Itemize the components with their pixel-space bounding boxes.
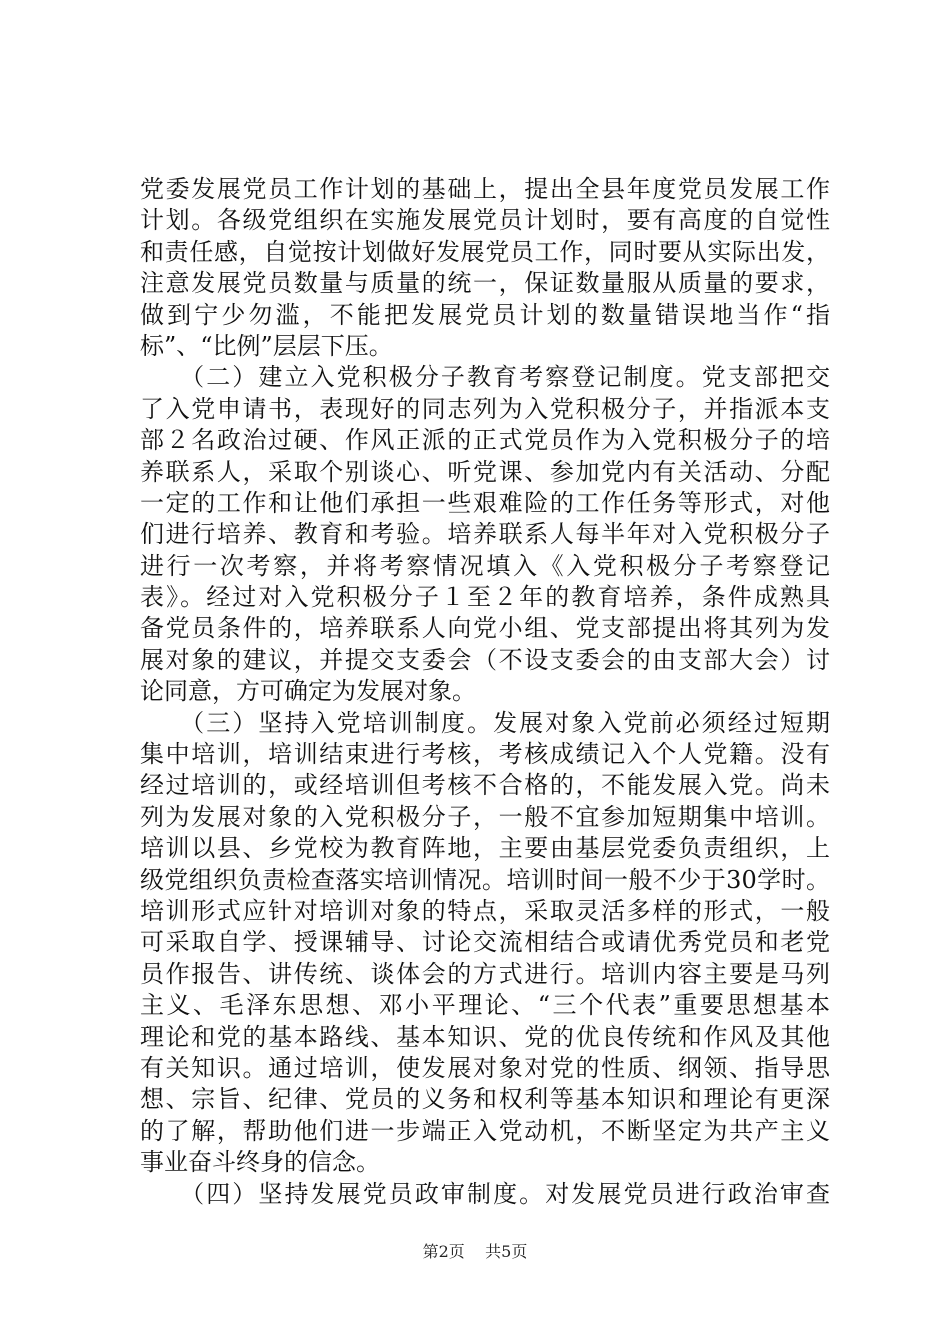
page-number: 第2页 <box>422 1242 465 1261</box>
page-footer <box>0 1242 950 1262</box>
text-line: 展对象的建议，并提交支委会（不设支委会的由支部大会）讨 <box>140 645 830 674</box>
text-line: （三）坚持入党培训制度。发展对象入党前必须经过短期 <box>140 708 830 737</box>
text-line: 做到宁少勿滥，不能把发展党员计划的数量错误地当作“指 <box>140 300 830 329</box>
text-line: 进行一次考察，并将考察情况填入《入党积极分子考察登记 <box>140 551 830 580</box>
document-body <box>140 174 830 1210</box>
text-line: 培训形式应针对培训对象的特点，采取灵活多样的形式，一般 <box>140 896 830 925</box>
text-line: 标”、“比例”层层下压。 <box>140 331 393 360</box>
text-line: 部２名政治过硬、作风正派的正式党员作为入党积极分子的培 <box>140 426 830 455</box>
text-line: 了入党申请书，表现好的同志列为入党积极分子，并指派本支 <box>140 394 830 423</box>
text-line: 列为发展对象的入党积极分子，一般不宜参加短期集中培训。 <box>140 802 830 831</box>
text-line: （四）坚持发展党员政审制度。对发展党员进行政治审查 <box>140 1179 830 1208</box>
text-line: 经过培训的，或经培训但考核不合格的，不能发展入党。尚未 <box>140 771 830 800</box>
text-line: （二）建立入党积极分子教育考察登记制度。党支部把交 <box>140 363 830 392</box>
text-line: 理论和党的基本路线、基本知识、党的优良传统和作风及其他 <box>140 1022 830 1051</box>
text-line: 主义、毛泽东思想、邓小平理论、“三个代表”重要思想基本 <box>140 991 830 1020</box>
text-line: 党委发展党员工作计划的基础上，提出全县年度党员发展工作 <box>140 175 830 203</box>
text-line: 计划。各级党组织在实施发展党员计划时，要有高度的自觉性 <box>140 206 830 235</box>
text-line: 培训以县、乡党校为教育阵地，主要由基层党委负责组织，上 <box>140 834 830 863</box>
page-total: 共5页 <box>485 1242 528 1261</box>
text-line: 论同意，方可确定为发展对象。 <box>140 677 476 706</box>
footer-separator <box>470 1242 480 1262</box>
text-line: 有关知识。通过培训，使发展对象对党的性质、纲领、指导思 <box>140 1053 830 1082</box>
text-line: 可采取自学、授课辅导、讨论交流相结合或请优秀党员和老党 <box>140 928 830 957</box>
text-line: 们进行培养、教育和考验。培养联系人每半年对入党积极分子 <box>140 520 830 549</box>
text-line: 级党组织负责检查落实培训情况。培训时间一般不少于30学时。 <box>140 865 830 894</box>
text-line: 备党员条件的，培养联系人向党小组、党支部提出将其列为发 <box>140 614 830 643</box>
text-line: 和责任感，自觉按计划做好发展党员工作，同时要从实际出发， <box>140 237 830 266</box>
text-line: 事业奋斗终身的信念。 <box>140 1148 380 1177</box>
text-line: 注意发展党员数量与质量的统一，保证数量服从质量的要求， <box>140 269 830 298</box>
text-line: 表》。经过对入党积极分子１至２年的教育培养，条件成熟具 <box>140 583 830 612</box>
text-line: 员作报告、讲传统、谈体会的方式进行。培训内容主要是马列 <box>140 959 830 988</box>
text-line: 一定的工作和让他们承担一些艰难险的工作任务等形式，对他 <box>140 488 830 517</box>
text-line: 想、宗旨、纪律、党员的义务和权利等基本知识和理论有更深 <box>140 1085 830 1114</box>
text-line: 养联系人，采取个别谈心、听党课、参加党内有关活动、分配 <box>140 457 830 486</box>
text-line: 的了解，帮助他们进一步端正入党动机，不断坚定为共产主义 <box>140 1116 830 1145</box>
text-line: 集中培训，培训结束进行考核，考核成绩记入个人党籍。没有 <box>140 740 830 769</box>
